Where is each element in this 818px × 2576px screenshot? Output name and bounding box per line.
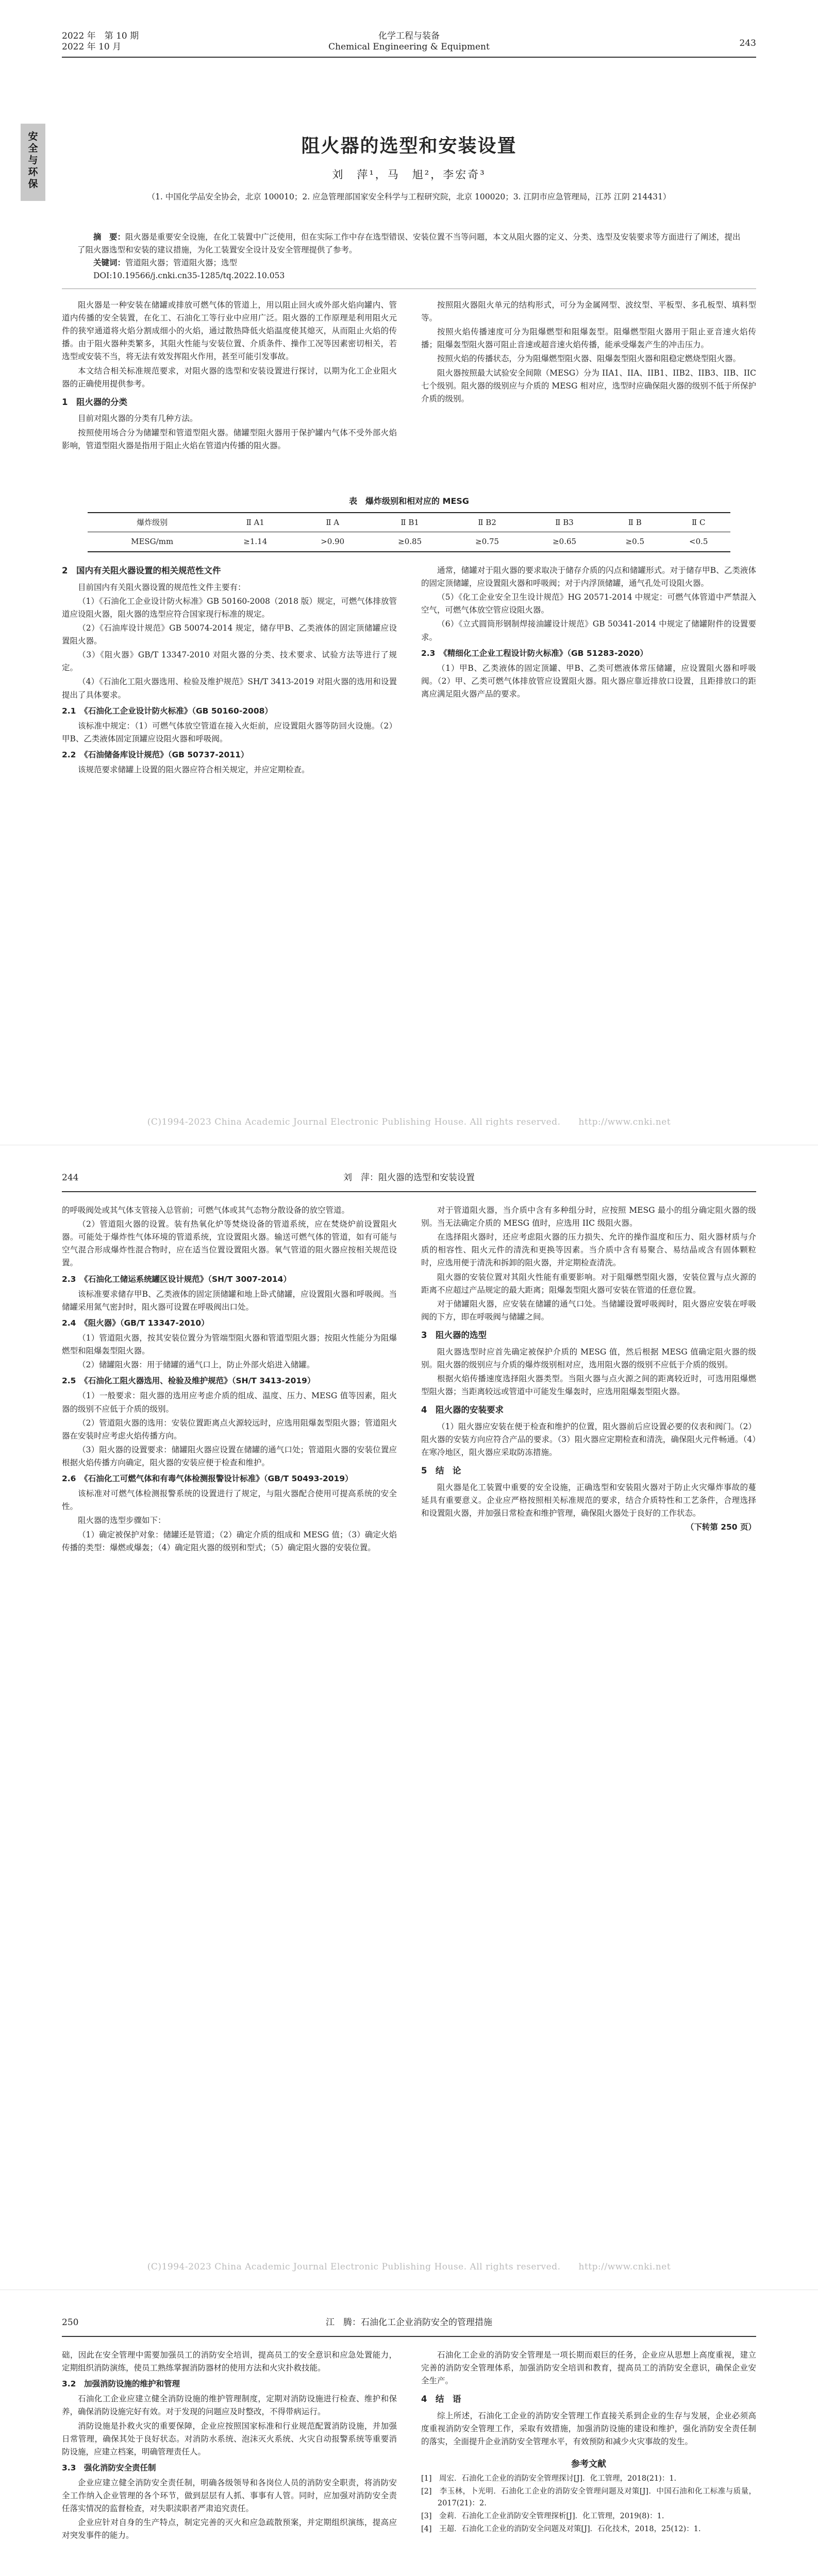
paragraph: （1）管道阻火器，按其安装位置分为管端型阻火器和管道型阻火器；按阻火性能分为阻爆燃型和阻爆轰型阻火器。 <box>62 1333 397 1356</box>
page-header <box>62 31 756 58</box>
table-cell: ≥0.5 <box>603 532 666 552</box>
paragraph: 按照火焰的传播状态，分为阻爆燃型阻火器、阻爆轰型阻火器和阻稳定燃烧型阻火器。 <box>437 354 741 364</box>
section-tab-char: 保 <box>28 178 38 190</box>
paragraph: （3）《阻火器》GB/T 13347-2010 对阻火器的分类、技术要求、试验方法等进行了规定。 <box>62 650 397 673</box>
right-column <box>421 299 756 406</box>
table-cell: ≥0.75 <box>448 532 526 552</box>
section-tab-char: 安 <box>28 131 38 142</box>
right-column-2 <box>421 564 756 702</box>
right-column <box>421 2349 756 2536</box>
journal-page-250 <box>0 2290 818 2576</box>
abstract-label: 摘 要： <box>93 232 126 242</box>
paragraph: 的呼吸阀处或其气体支管接入总管前；可燃气体或其气态物分散设备的放空管道。 <box>62 1206 350 1215</box>
paragraph: （2）管道阻火器的选用：安装位置距离点火源较远时，应选用阻爆轰型阻火器；管道阻火器在安装时应考虑火焰传播方向。 <box>62 1418 397 1440</box>
paragraph: 阻火器是一种安装在储罐或排放可燃气体的管道上，用以阻止回火或外部火焰向罐内、管道内传播的安全装置，在化工、石油化工等行业中应用广泛。阻火器的工作原理是利用阻火元件的狭窄通道将火焰分割成细小的火焰，通过散热降低火焰温度使其熄灭，从而阻止火焰的传播。由于阻火器种类繁多，其阻火性能与安装位置、介质条件、操作工况等因素密切相关，若选型或安装不当，将无法有效发挥阻火作用，甚至可能引发事故。 <box>62 300 397 362</box>
journal-name: 化学工程与装备 Chemical Engineering & Equipment <box>328 31 490 52</box>
page-footer: (C)1994-2023 China Academic Journal Electronic Publishing House. All rights reserved. http://www.cnki.net <box>147 2262 671 2272</box>
paragraph: 目前对阻火器的分类有几种方法。 <box>78 414 198 423</box>
reference-item: [1] 周宏．石油化工企业的消防安全管理探讨[J]．化工管理，2018(21)：1. <box>421 2474 677 2483</box>
page-number: 243 <box>739 38 756 48</box>
left-column-2 <box>62 559 397 777</box>
reference-item: [3] 金莉．石油化工企业消防安全管理探析[J]．化工管理，2019(8)：1. <box>421 2512 664 2520</box>
subsection-heading: 3.3 强化消防安全责任制 <box>62 2463 156 2472</box>
paragraph: 本文结合相关标准规范要求，对阻火器的选型和安装设置进行探讨，以期为化工企业阻火器的正确使用提供参考。 <box>62 366 397 388</box>
paragraph: （2）管道阻火器的设置。装有热氧化炉等焚烧设备的管道系统，应在焚烧炉前设置阻火器。可能处于爆炸性气体环境的管道系统，宜设置阻火器。输送可燃气体的管道，如有可能与空气混合形成爆炸性混合物时，应在适当位置设置阻火器。氧气管道的阻火器应按相关规范设置。 <box>62 1219 397 1268</box>
references-heading: 参考文献 <box>571 2459 606 2470</box>
section-heading: 1 阻火器的分类 <box>62 397 127 407</box>
table-caption: 表 爆炸级别和相对应的 MESG <box>348 496 470 506</box>
paragraph: 在选择阻火器时，还应考虑阻火器的压力损失、允许的操作温度和压力、阻火器材质与介质的相容性、阻火元件的清洗和更换等因素。当介质中含有易聚合、易结晶或含有固体颗粒时，应选用便于清洗和拆卸的阻火器，并定期检查清洗。 <box>421 1232 756 1268</box>
right-column <box>421 1204 756 1535</box>
paragraph: 通常，储罐对于阻火器的要求取决于储存介质的闪点和储罐形式。对于储存甲B、乙类液体的固定顶储罐，应设置阻火器和呼吸阀；对于内浮顶储罐，通气孔处可设阻火器。 <box>421 566 756 588</box>
paragraph: 按照火焰传播速度可分为阻爆燃型和阻爆轰型。阻爆燃型阻火器用于阻止亚音速火焰传播；阻爆轰型阻火器可阻止音速或超音速火焰传播，能承受爆轰产生的冲击压力。 <box>421 327 756 350</box>
issue-info: 2022 年 第 10 期 2022 年 10 月 <box>62 31 139 52</box>
paragraph: 对于储罐阻火器，应安装在储罐的通气口处。当储罐设置呼吸阀时，阻火器应安装在呼吸阀的下方，即在呼吸阀与储罐之间。 <box>421 1299 756 1321</box>
paragraph: 根据火焰传播速度选择阻火器类型。当阻火器与点火源之间的距离较近时，可选用阻爆燃型阻火器；当距离较远或管道中可能发生爆轰时，应选用阻爆轰型阻火器。 <box>421 1374 756 1397</box>
left-column <box>62 2349 397 2544</box>
subsection-heading: 2.1 《石油化工企业设计防火标准》（GB 50160-2008） <box>62 706 273 716</box>
section-tab-char: 环 <box>28 166 38 178</box>
paragraph: （4）《石油化工阻火器选用、检验及维护规范》SH/T 3413-2019 对阻火器的选用和设置提出了具体要求。 <box>62 677 397 700</box>
paragraph: 企业应针对自身的生产特点，制定完善的灭火和应急疏散预案，并定期组织演练，提高应对突发事件的能力。 <box>62 2518 397 2540</box>
article-title: 阻火器的选型和安装设置 <box>301 135 517 157</box>
section-heading: 3 阻火器的选型 <box>421 1330 487 1340</box>
doi: DOI:10.19566/j.cnki.cn35-1285/tq.2022.10.053 <box>93 271 285 280</box>
paragraph: （5）《化工企业安全卫生设计规范》HG 20571-2014 中规定：可燃气体管道中严禁混入空气，可燃气体放空管应设阻火器。 <box>421 592 756 615</box>
subsection-heading: 2.3 《石油化工储运系统罐区设计规范》（SH/T 3007-2014） <box>62 1274 291 1284</box>
paragraph: 石油化工企业应建立健全消防设施的维护管理制度，定期对消防设施进行检查、维护和保养，确保消防设施完好有效。对于发现的问题应及时整改，不得带病运行。 <box>62 2394 397 2417</box>
subsection-heading: 2.3 《精细化工企业工程设计防火标准》（GB 51283-2020） <box>421 648 648 658</box>
subsection-heading: 3.2 加强消防设施的维护和管理 <box>62 2379 180 2389</box>
section-heading: 4 阻火器的安装要求 <box>421 1405 504 1415</box>
journal-page-243 <box>0 0 818 1145</box>
abstract <box>77 231 741 257</box>
paragraph: （2）《石油库设计规范》GB 50074-2014 规定，储存甲B、乙类液体的固定顶储罐应设置阻火器。 <box>62 623 397 646</box>
paragraph: 该标准中规定：（1）可燃气体放空管道在接入火炬前，应设置阻火器等防回火设施。（2）甲B、乙类液体固定顶罐应设阻火器和呼吸阀。 <box>62 721 397 743</box>
paragraph: 按照阻火器阻火单元的结构形式，可分为金属网型、波纹型、平板型、多孔板型、填料型等。 <box>421 300 756 323</box>
table-header-cell: 爆炸级别 <box>88 513 216 532</box>
page-footer: (C)1994-2023 China Academic Journal Electronic Publishing House. All rights reserved. http://www.cnki.net <box>147 1117 671 1127</box>
paragraph: 阻火器的选型步骤如下： <box>78 1516 166 1526</box>
running-title: 江 腾：石油化工企业消防安全的管理措施 <box>326 2317 492 2328</box>
paragraph: 对于管道阻火器，当介质中含有多种组分时，应按照 MESG 最小的组分确定阻火器的级别。当无法确定介质的 MESG 值时，应选用 IIC 级阻火器。 <box>421 1206 756 1228</box>
section-heading: 2 国内有关阻火器设置的相关规范性文件 <box>62 566 221 575</box>
table-header-cell: Ⅱ B3 <box>526 513 603 532</box>
paragraph: 石油化工企业的消防安全管理是一项长期而艰巨的任务，企业应从思想上高度重视，建立完善的消防安全管理体系，加强消防安全培训和教育，提高员工的消防安全意识，确保企业安全生产。 <box>421 2350 756 2386</box>
table-row <box>88 532 730 552</box>
paragraph: （1）《石油化工企业设计防火标准》GB 50160-2008（2018 版）规定，可燃气体排放管道应设阻火器，阻火器的选型应符合国家现行标准的规定。 <box>62 596 397 619</box>
paragraph: 阻火器选型时应首先确定被保护介质的 MESG 值，然后根据 MESG 值确定阻火器的级别。阻火器的级别应与介质的爆炸级别相对应，选用阻火器的级别不应低于介质的级别。 <box>421 1347 756 1369</box>
subsection-heading: 2.2 《石油储备库设计规范》（GB 50737-2011） <box>62 750 249 760</box>
table-cell: ≥0.65 <box>526 532 603 552</box>
table-cell: ≥1.14 <box>216 532 294 552</box>
page-header <box>62 2310 756 2337</box>
paragraph: 该规范要求储罐上设置的阻火器应符合相关规定，并应定期检查。 <box>78 765 310 775</box>
paragraph: 消防设施是扑救火灾的重要保障，企业应按照国家标准和行业规范配置消防设施，并加强日常管理，确保其处于良好状态。对消防水系统、泡沫灭火系统、火灾自动报警系统等重要消防设施，应建立档案，明确管理责任人。 <box>62 2421 397 2456</box>
paragraph: 阻火器的安装位置对其阻火性能有重要影响。对于阻爆燃型阻火器，安装位置与点火源的距离不应超过产品规定的最大距离；阻爆轰型阻火器可安装在管道的任意位置。 <box>421 1272 756 1295</box>
section-heading: 5 结 论 <box>421 1466 461 1476</box>
mesg-table <box>88 495 730 552</box>
paragraph: （3）阻火器的设置要求：储罐阻火器应设置在储罐的通气口处；管道阻火器的安装位置应根据火焰传播方向确定，阻火器的安装应便于检查和维护。 <box>62 1445 397 1467</box>
section-heading: 4 结 语 <box>421 2394 461 2404</box>
page-number: 244 <box>62 1173 79 1183</box>
author-affiliation: （1. 中国化学品安全协会，北京 100010；2. 应急管理部国家安全科学与工程研究院，北京 100020；3. 江阴市应急管理局，江苏 江阴 214431） <box>147 192 671 201</box>
table-header-cell: Ⅱ B <box>603 513 666 532</box>
left-column <box>62 1204 397 1555</box>
page-header <box>62 1165 756 1192</box>
paragraph: 综上所述，石油化工企业的消防安全管理工作直接关系到企业的生存与发展，企业必须高度重视消防安全管理工作，采取有效措施，加强消防设施的建设和维护，强化消防安全责任制的落实，全面提升企业消防安全管理水平，有效预防和减少火灾事故的发生。 <box>421 2411 756 2447</box>
keywords-label: 关键词： <box>93 258 126 267</box>
journal-page-244 <box>0 1145 818 2290</box>
table-header-row <box>88 513 730 532</box>
reference-item: [4] 王超．石油化工企业的消防安全问题及对策[J]．石化技术，2018，25(12)：1. <box>421 2524 701 2533</box>
paragraph: 目前国内有关阻火器设置的规范性文件主要有： <box>78 582 246 592</box>
paragraph: （1）一般要求：阻火器的选用应考虑介质的组成、温度、压力、MESG 值等因素，阻火器的级别不应低于介质的级别。 <box>62 1391 397 1414</box>
paragraph: 阻火器按照最大试验安全间隙（MESG）分为 IIA1、IIA、IIB1、IIB2、IIB3、IIB、IIC 七个级别。阻火器的级别应与介质的 MESG 相对应，选型时应确保阻火器的级别不低于所保护介质的级别。 <box>421 368 756 403</box>
table-header-cell: Ⅱ B2 <box>448 513 526 532</box>
paragraph: 该标准要求储存甲B、乙类液体的固定顶储罐和地上卧式储罐，应设置阻火器和呼吸阀。当储罐采用氮气密封时，阻火器可设置在呼吸阀出口处。 <box>62 1289 397 1312</box>
table-cell: >0.90 <box>294 532 371 552</box>
continued-note: （下转第 250 页） <box>686 1522 756 1532</box>
table-header-cell: Ⅱ A1 <box>216 513 294 532</box>
section-tab-char: 与 <box>28 155 38 166</box>
subsection-heading: 2.5 《石油化工阻火器选用、检验及维护规范》（SH/T 3413-2019） <box>62 1376 315 1386</box>
table <box>88 512 730 552</box>
page-number: 250 <box>62 2317 79 2328</box>
paragraph: （6）《立式圆筒形钢制焊接油罐设计规范》GB 50341-2014 中规定了储罐附件的设置要求。 <box>421 619 756 642</box>
table-header-cell: Ⅱ B1 <box>371 513 448 532</box>
paragraph: （1）甲B、乙类液体的固定顶罐、甲B、乙类可燃液体常压储罐，应设置阻火器和呼吸阀。（2）甲、乙类可燃气体排放管应设置阻火器。阻火器应靠近排放口设置，且距排放口的距离应满足阻火器产品的要求。 <box>421 663 756 699</box>
section-tab-char: 全 <box>28 143 38 154</box>
paragraph: （1）阻火器应安装在便于检查和维护的位置，阻火器前后应设置必要的仪表和阀门。（2）阻火器的安装方向应符合产品的要求。（3）阻火器应定期检查和清洗，确保阻火元件畅通。（4）在寒冷地区，阻火器应采取防冻措施。 <box>421 1421 756 1458</box>
subsection-heading: 2.6 《石油化工可燃气体和有毒气体检测报警设计标准》（GB/T 50493-2019） <box>62 1474 353 1484</box>
paragraph: 企业应建立健全消防安全责任制，明确各级领导和各岗位人员的消防安全职责，将消防安全工作纳入企业管理的各个环节，做到层层有人抓、事事有人管。同时，应加强对消防安全责任落实情况的监督检查，对失职渎职者严肃追究责任。 <box>62 2478 397 2514</box>
paragraph: 阻火器是化工装置中重要的安全设施，正确选型和安装阻火器对于防止火灾爆炸事故的蔓延具有重要意义。企业应严格按照相关标准规范的要求，结合介质特性和工艺条件，合理选择和设置阻火器，并加强日常检查和维护管理，确保阻火器处于良好的工作状态。 <box>421 1482 756 1518</box>
abstract-block <box>77 231 741 282</box>
table-cell: <0.5 <box>667 532 730 552</box>
table-header-cell: Ⅱ A <box>294 513 371 532</box>
author-list: 刘 萍¹，马 旭²，李宏奇³ <box>332 168 486 181</box>
table-header-cell: Ⅱ C <box>667 513 730 532</box>
paragraph: 础，因此在安全管理中需要加强员工的消防安全培训，提高员工的安全意识和应急处置能力，定期组织消防演练，使员工熟练掌握消防器材的使用方法和火灾扑救技能。 <box>62 2350 397 2373</box>
abstract-text: 阻火器是重要安全设施，在化工装置中广泛使用，但在实际工作中存在选型错误、安装位置不当等问题，本文从阻火器的定义、分类、选型及安装要求等方面进行了阐述，提出了阻火器选型和安装的建议措施，为化工装置安全设计及安全管理提供了参考。 <box>77 232 741 255</box>
reference-item: [2] 李玉林，卜光明．石油化工企业的消防安全管理问题及对策[J]．中国石油和化工标准与质量，2017(21)：2. <box>421 2487 756 2507</box>
subsection-heading: 2.4 《阻火器》（GB/T 13347-2010） <box>62 1318 209 1328</box>
paragraph: 按照使用场合分为储罐型和管道型阻火器。储罐型阻火器用于保护罐内气体不受外部火焰影响，管道型阻火器是指用于阻止火焰在管道内传播的阻火器。 <box>62 428 397 450</box>
paragraph: （2）储罐阻火器：用于储罐的通气口上，防止外部火焰进入储罐。 <box>78 1360 315 1370</box>
left-column <box>62 299 397 453</box>
running-title: 刘 萍：阻火器的选型和安装设置 <box>343 1173 475 1183</box>
table-cell: ≥0.85 <box>371 532 448 552</box>
keywords-text: 管道阻火器；管道阻火器；选型 <box>125 258 238 267</box>
keywords <box>77 257 741 269</box>
paragraph: 该标准对可燃气体检测报警系统的设置进行了规定，与阻火器配合使用可提高系统的安全性。 <box>62 1489 397 1512</box>
paragraph: （1）确定被保护对象：储罐还是管道；（2）确定介质的组成和 MESG 值；（3）确定火焰传播的类型：爆燃或爆轰；（4）确定阻火器的级别和型式；（5）确定阻火器的安装位置。 <box>62 1530 397 1552</box>
table-row-label: MESG/mm <box>88 532 216 552</box>
